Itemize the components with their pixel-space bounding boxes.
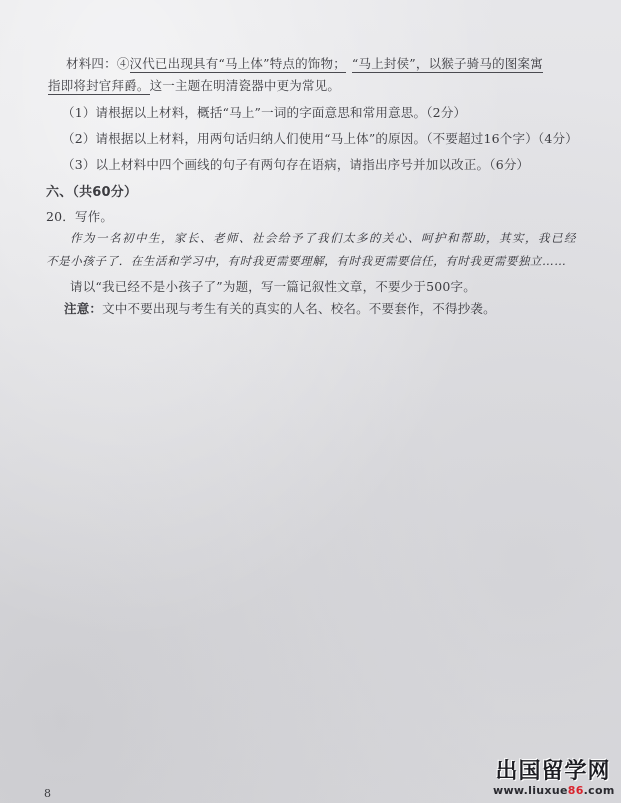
watermark-title: 出国留学网: [495, 759, 611, 784]
watermark-url-suffix: .com: [583, 784, 615, 797]
question-3: （3）以上材料中四个画线的句子有两句存在语病，请指出序号并加以改正。（6分）: [62, 157, 530, 172]
material4-line1: [66, 54, 543, 72]
material4-label: 材料四：: [66, 56, 117, 71]
material4-circled-number: ④: [116, 56, 130, 71]
watermark-url-prefix: www.liuxue: [493, 784, 568, 797]
writing-prompt-line-1: 作为一名初中生，家长、老师、社会给予了我们太多的关心、呵护和帮助，其实，我已经: [70, 231, 577, 245]
question-20-title: 20．写作。: [46, 209, 114, 224]
watermark-url-accent: 86: [567, 784, 584, 797]
material4-sentence-2b: 指即将封官拜爵。: [48, 78, 150, 93]
site-watermark: [493, 760, 613, 797]
material4-line2: [48, 76, 340, 94]
writing-note: [64, 299, 496, 317]
watermark-url: [493, 784, 613, 797]
question-2: （2）请根据以上材料，用两句话归纳人们使用“马上体”的原因。（不要超过16个字）（4分）: [62, 131, 578, 146]
question-1: （1）请根据以上材料，概括“马上”一词的字面意思和常用意思。（2分）: [62, 105, 467, 120]
section-title: 六、（共60分）: [46, 185, 138, 200]
writing-prompt-line-2: 不是小孩子了．在生活和学习中，有时我更需要理解，有时我更需要信任，有时我更需要独立……: [46, 254, 567, 268]
material4-sentence-2a: “马上封侯”，以猴子骑马的图案寓: [351, 56, 543, 71]
writing-instruction: 请以“我已经不是小孩子了”为题，写一篇记叙性文章，不要少于500字。: [70, 279, 476, 294]
material4-sentence-1: 汉代已出现具有“马上体”特点的饰物；: [129, 56, 346, 71]
note-label: 注意：: [64, 301, 103, 316]
material4-sentence-3: 这一主题在明清瓷器中更为常见。: [149, 78, 341, 93]
note-text: 文中不要出现与考生有关的真实的人名、校名。不要套作，不得抄袭。: [102, 301, 496, 316]
page-number: 8: [44, 787, 51, 800]
